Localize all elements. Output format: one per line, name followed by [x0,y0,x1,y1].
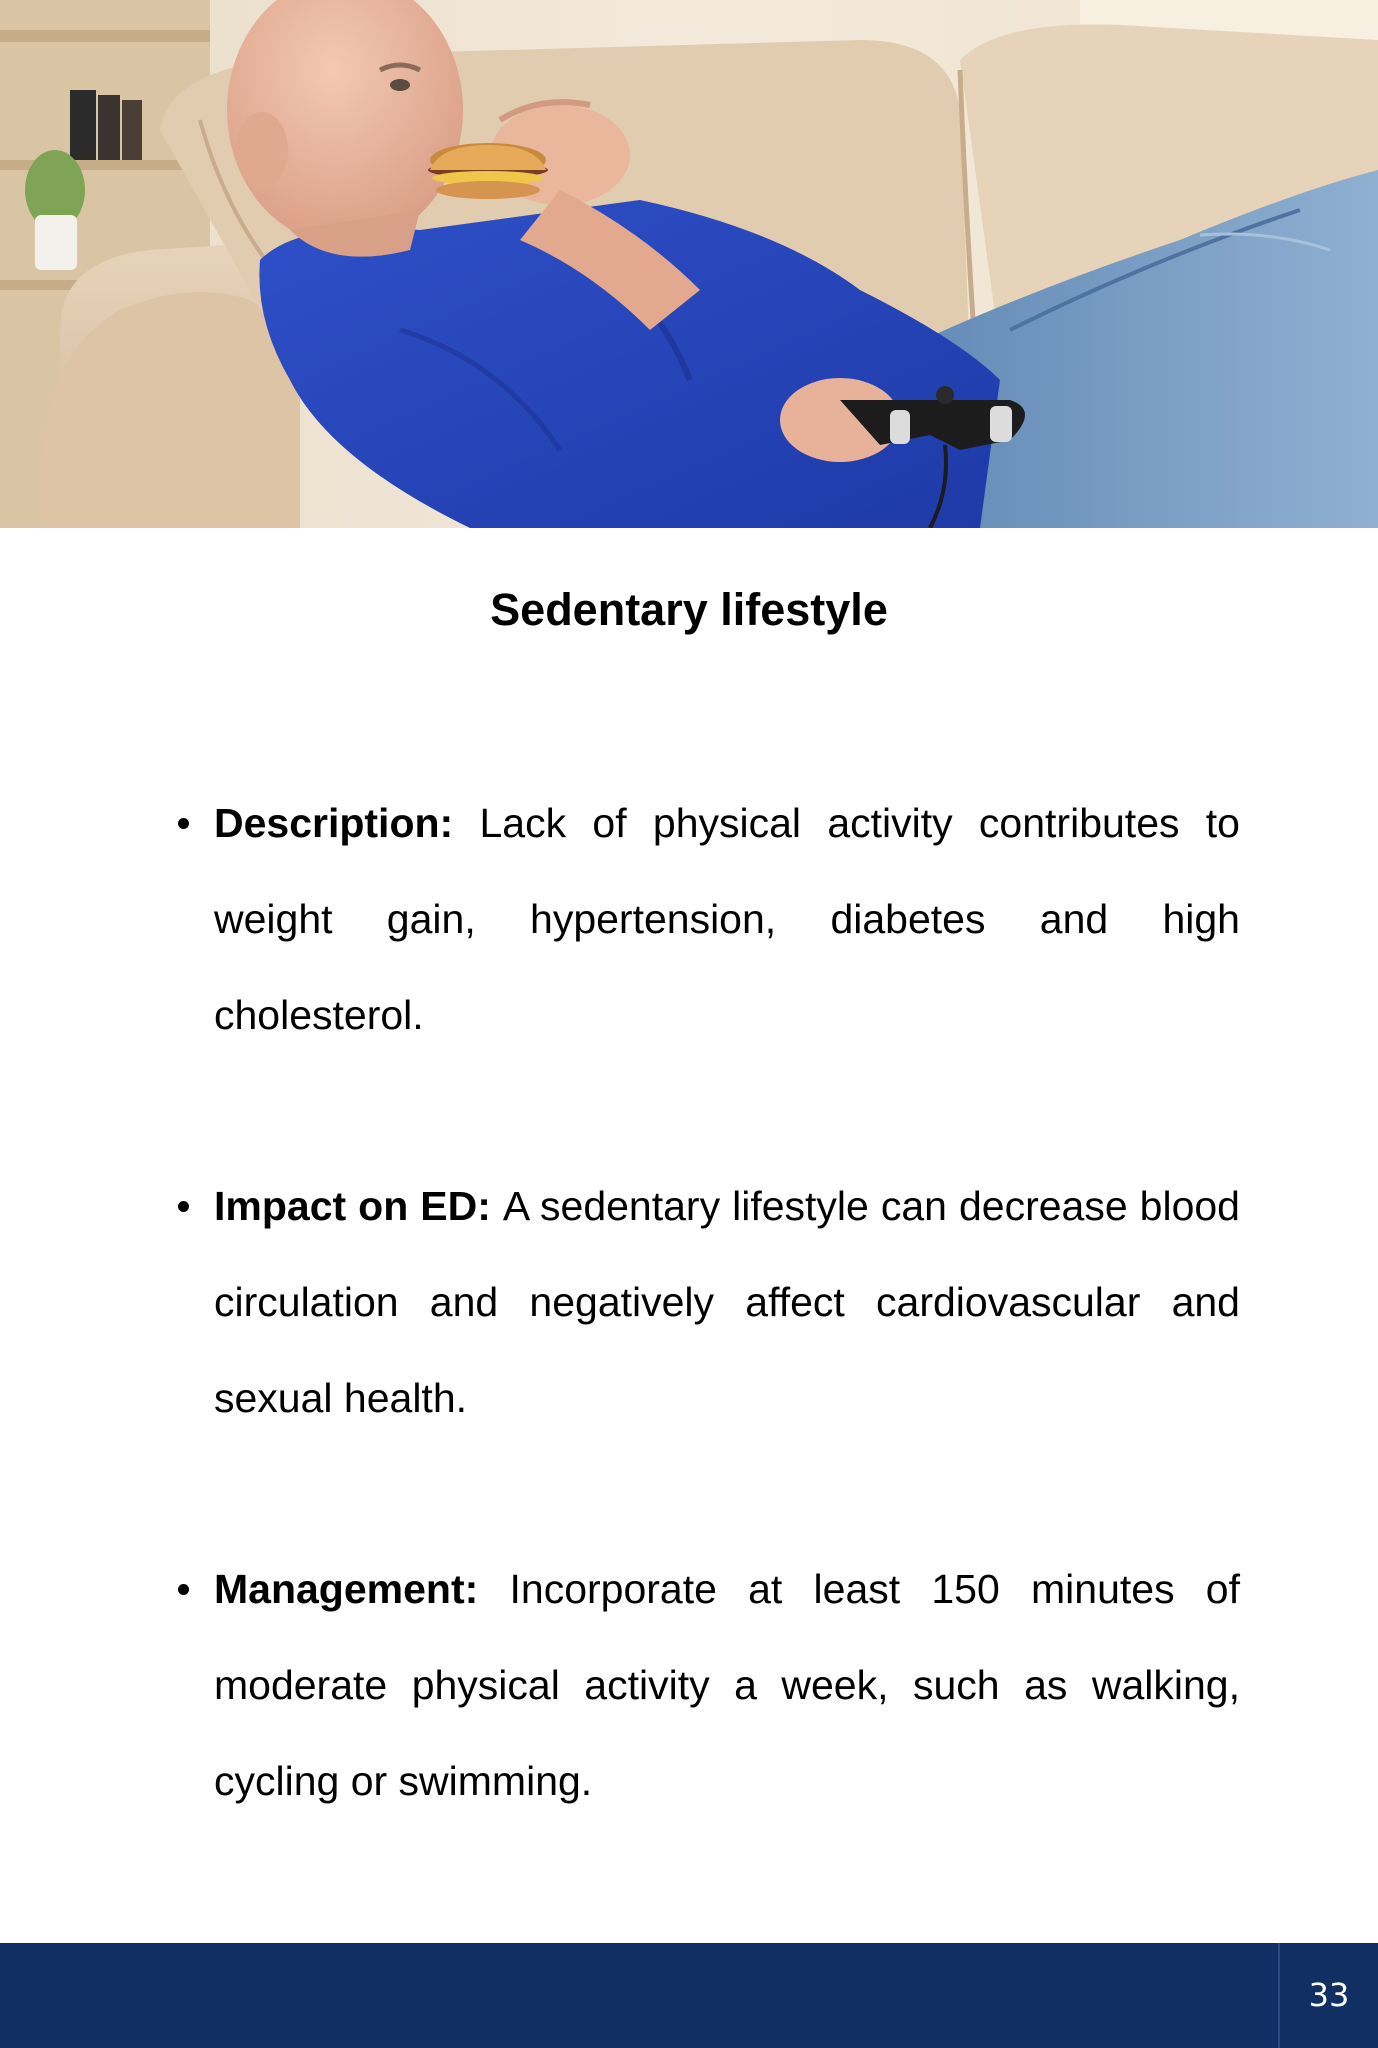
page-title: Sedentary lifestyle [490,584,888,635]
bullet-text: A sedentary lifestyle can decrease blood circulation and negatively affect cardiovascular and sexual health. [214,1183,1240,1421]
bullet-icon [178,818,189,829]
man-on-sofa-illustration [0,0,1378,528]
footer-bar [0,1943,1378,2048]
list-item-impact [214,1158,1240,1446]
page-number: 33 [1308,1976,1350,2014]
bullet-term: Impact on ED: [214,1183,503,1229]
list-item-management [214,1541,1240,1829]
bullet-icon [178,1201,189,1212]
bullet-term: Management: [214,1566,510,1612]
bullet-text: Incorporate at least 150 minutes of moderate physical activity a week, such as walking, cycling or swimming. [214,1566,1240,1804]
list-item-description [214,775,1240,1063]
bullet-text: Lack of physical activity contributes to weight gain, hypertension, diabetes and high cholesterol. [214,800,1240,1038]
bullet-icon [178,1584,189,1595]
bullet-term: Description: [214,800,480,846]
hero-photo [0,0,1378,528]
